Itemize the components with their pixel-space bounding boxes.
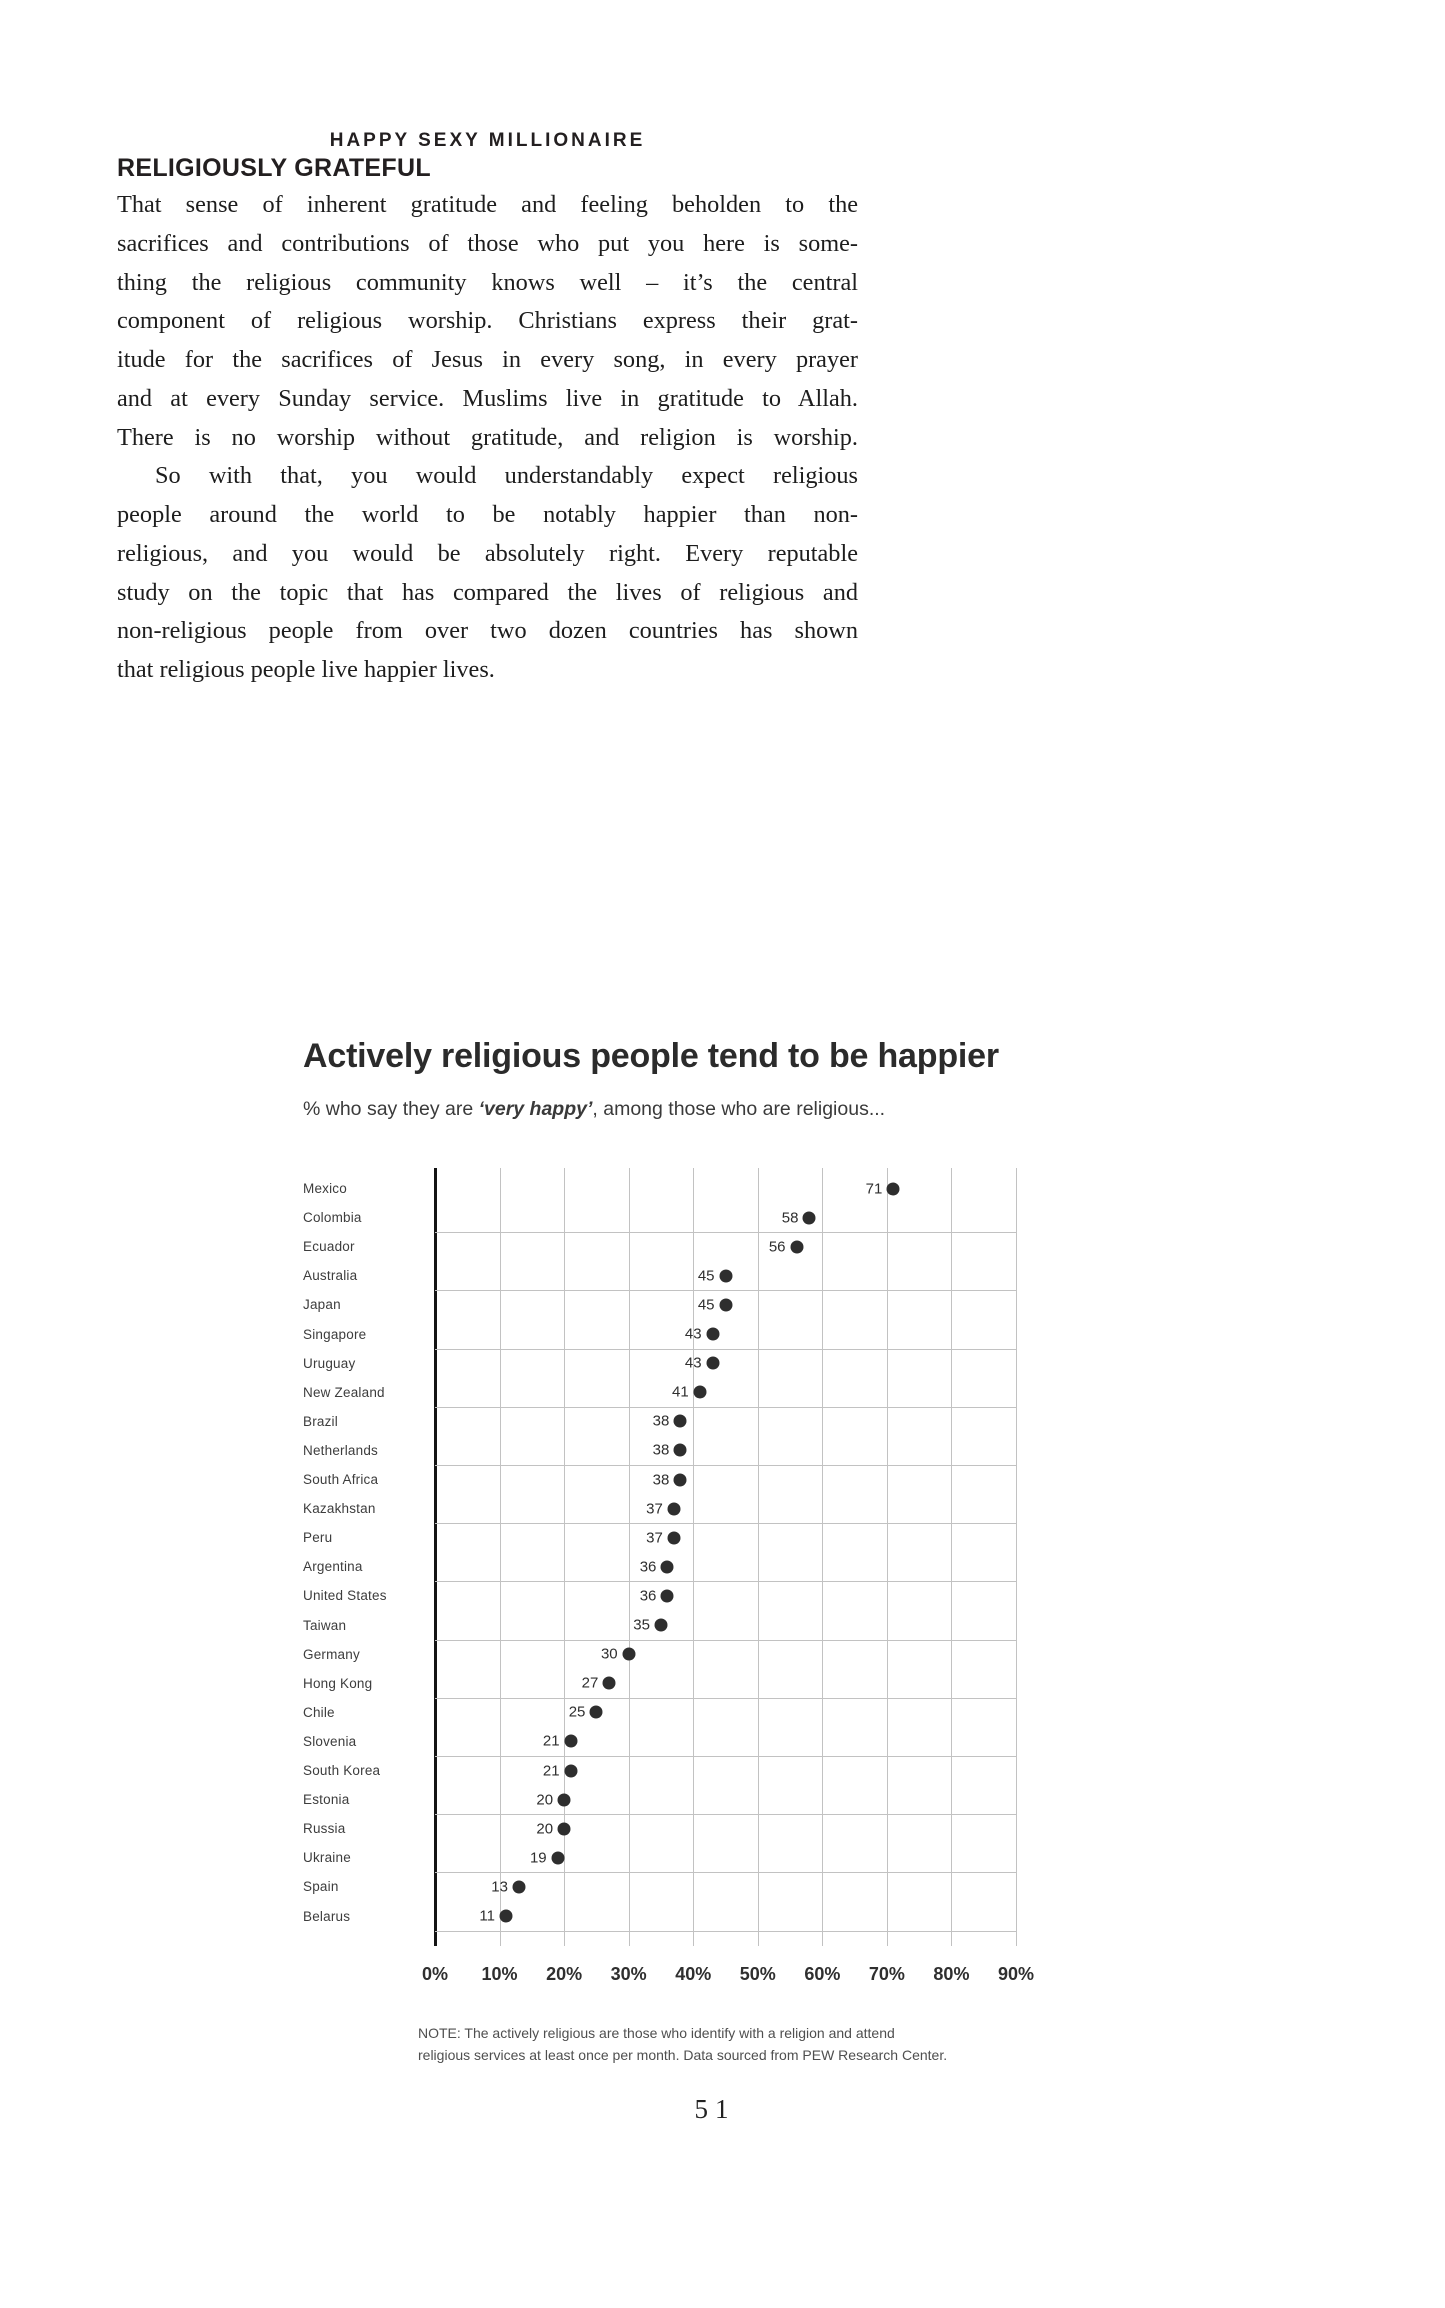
chart-subtitle-prefix: % who say they are <box>303 1098 479 1120</box>
body-line: itude for the sacrifices of Jesus in every song, in every prayer <box>117 346 858 373</box>
x-axis-tick-label: 0% <box>421 1964 449 1984</box>
data-point-dot <box>719 1298 732 1311</box>
horizontal-gridline <box>435 1290 1016 1291</box>
category-label: United States <box>303 1588 387 1604</box>
category-label: Netherlands <box>303 1442 378 1458</box>
body-line: There is no worship without gratitude, and religion is worship. <box>117 423 858 451</box>
data-point-dot <box>500 1910 513 1923</box>
body-line: sacrifices and contributions of those who put you here is some- <box>117 229 858 257</box>
data-point-dot <box>558 1793 571 1806</box>
category-label: Slovenia <box>303 1733 357 1749</box>
category-label: Ecuador <box>303 1239 355 1255</box>
body-line: component of religious worship. Christians express their grat- <box>117 307 858 335</box>
category-label: Kazakhstan <box>303 1501 376 1517</box>
data-point-dot <box>706 1328 719 1341</box>
data-point-value: 36 <box>639 1558 657 1576</box>
data-point-dot <box>661 1589 674 1602</box>
category-label: Spain <box>303 1879 339 1895</box>
chart-subtitle-emphasis: ‘very happy’ <box>478 1098 593 1120</box>
data-point-dot <box>667 1531 680 1544</box>
data-point-dot <box>719 1269 732 1282</box>
category-label: Taiwan <box>303 1617 347 1633</box>
data-point-value: 37 <box>646 1529 663 1547</box>
x-axis-tick-label: 70% <box>868 1964 905 1984</box>
chart-subtitle-suffix: , among those who are religious... <box>592 1098 886 1120</box>
chart-x-axis-labels <box>421 1964 1035 1994</box>
data-point-value: 71 <box>865 1180 883 1198</box>
data-point-value: 19 <box>529 1849 547 1867</box>
vertical-gridline <box>758 1168 759 1946</box>
vertical-gridline <box>951 1168 952 1946</box>
body-line: non-religious people from over two dozen countries has shown <box>117 617 858 645</box>
x-axis-tick-label: 50% <box>739 1964 776 1984</box>
x-axis-tick-label: 60% <box>804 1964 841 1984</box>
category-label: South Korea <box>303 1763 381 1779</box>
horizontal-gridline <box>435 1407 1016 1408</box>
vertical-gridline <box>693 1168 694 1946</box>
data-point-dot <box>558 1822 571 1835</box>
data-point-value: 13 <box>491 1878 508 1896</box>
data-point-dot <box>654 1619 667 1632</box>
chart-note-line: NOTE: The actively religious are those who identify with a religion and attend <box>418 2025 895 2041</box>
data-point-value: 25 <box>568 1703 586 1721</box>
data-point-value: 36 <box>639 1587 657 1605</box>
data-point-value: 38 <box>652 1412 670 1430</box>
chart-note <box>418 2022 1058 2066</box>
horizontal-gridline <box>435 1756 1016 1757</box>
body-text <box>117 186 858 690</box>
data-point-value: 45 <box>697 1267 715 1285</box>
category-label: New Zealand <box>303 1384 385 1400</box>
horizontal-gridline <box>435 1349 1016 1350</box>
data-point-dot <box>803 1211 816 1224</box>
running-head: HAPPY SEXY MILLIONAIRE <box>329 130 646 151</box>
category-label: Singapore <box>303 1326 367 1342</box>
data-point-value: 58 <box>781 1209 799 1227</box>
horizontal-gridline <box>435 1232 1016 1233</box>
data-point-dot <box>512 1880 525 1893</box>
y-axis-line <box>434 1168 437 1946</box>
data-point-dot <box>667 1502 680 1515</box>
category-label: Peru <box>303 1530 333 1546</box>
body-line: people around the world to be notably happier than non- <box>117 501 858 528</box>
x-axis-tick-label: 80% <box>933 1964 970 1984</box>
data-point-dot <box>622 1648 635 1661</box>
chart-subtitle <box>303 1098 885 1121</box>
data-point-dot <box>674 1444 687 1457</box>
horizontal-gridline <box>435 1931 1016 1932</box>
category-label: Colombia <box>303 1210 362 1226</box>
data-point-dot <box>674 1415 687 1428</box>
data-point-dot <box>551 1851 564 1864</box>
data-point-value: 21 <box>542 1732 560 1750</box>
data-point-dot <box>693 1386 706 1399</box>
horizontal-gridline <box>435 1814 1016 1815</box>
x-axis-tick-label: 20% <box>546 1964 583 1984</box>
category-label: Russia <box>303 1821 346 1837</box>
category-label: Ukraine <box>303 1850 351 1866</box>
data-point-value: 41 <box>671 1383 689 1401</box>
data-point-value: 56 <box>768 1238 786 1256</box>
page-number: 51 <box>694 2094 736 2124</box>
vertical-gridline <box>822 1168 823 1946</box>
data-point-value: 43 <box>684 1325 702 1343</box>
category-label: Estonia <box>303 1792 350 1808</box>
data-point-dot <box>790 1240 803 1253</box>
paragraph-2 <box>117 457 858 690</box>
category-label: Mexico <box>303 1181 347 1197</box>
category-label: Hong Kong <box>303 1675 373 1691</box>
category-label: Brazil <box>303 1413 338 1429</box>
category-label: Australia <box>303 1268 358 1284</box>
category-label: Chile <box>303 1704 335 1720</box>
category-label: Japan <box>303 1297 341 1313</box>
category-label: Uruguay <box>303 1355 356 1371</box>
vertical-gridline <box>887 1168 888 1946</box>
data-point-value: 35 <box>633 1616 650 1634</box>
data-point-value: 30 <box>600 1645 618 1663</box>
vertical-gridline <box>629 1168 630 1946</box>
category-label: Germany <box>303 1646 360 1662</box>
chart-plot-area <box>435 1168 1016 1946</box>
category-label: Argentina <box>303 1559 363 1575</box>
data-point-value: 20 <box>536 1820 554 1838</box>
body-line: that religious people live happier lives. <box>117 656 495 683</box>
data-point-value: 27 <box>581 1674 599 1692</box>
data-point-dot <box>564 1764 577 1777</box>
section-heading: RELIGIOUSLY GRATEFUL <box>117 154 431 182</box>
vertical-gridline <box>1016 1168 1017 1946</box>
data-point-dot <box>603 1677 616 1690</box>
data-point-value: 38 <box>652 1441 670 1459</box>
data-point-dot <box>706 1357 719 1370</box>
data-point-dot <box>674 1473 687 1486</box>
data-point-dot <box>887 1182 900 1195</box>
x-axis-tick-label: 30% <box>610 1964 647 1984</box>
horizontal-gridline <box>435 1872 1016 1873</box>
x-axis-tick-label: 90% <box>997 1964 1035 1984</box>
x-axis-tick-label: 10% <box>481 1964 518 1984</box>
data-point-value: 38 <box>652 1471 670 1489</box>
data-point-value: 21 <box>542 1762 560 1780</box>
body-line: That sense of inherent gratitude and feeling beholden to the <box>117 191 858 218</box>
body-line: religious, and you would be absolutely right. Every reputable <box>117 539 858 567</box>
data-point-value: 43 <box>684 1354 702 1372</box>
chart-category-labels <box>303 1168 431 1946</box>
category-label: South Africa <box>303 1472 379 1488</box>
data-point-value: 45 <box>697 1296 715 1314</box>
data-point-value: 37 <box>646 1500 663 1518</box>
chart-note-line: religious services at least once per month. Data sourced from PEW Research Center. <box>418 2047 948 2063</box>
data-point-value: 20 <box>536 1791 554 1809</box>
horizontal-gridline <box>435 1698 1016 1699</box>
category-label: Belarus <box>303 1908 351 1924</box>
body-line: and at every Sunday service. Muslims live in gratitude to Allah. <box>117 384 858 412</box>
body-line: So with that, you would understandably expect religious <box>155 462 858 490</box>
body-line: study on the topic that has compared the lives of religious and <box>117 578 858 606</box>
data-point-dot <box>661 1560 674 1573</box>
x-axis-tick-label: 40% <box>675 1964 712 1984</box>
data-point-dot <box>564 1735 577 1748</box>
body-line: thing the religious community knows well – it’s the central <box>117 268 858 296</box>
chart-title: Actively religious people tend to be happier <box>303 1037 999 1075</box>
horizontal-gridline <box>435 1465 1016 1466</box>
vertical-gridline <box>500 1168 501 1946</box>
data-point-value: 11 <box>479 1907 495 1925</box>
horizontal-gridline <box>435 1523 1016 1524</box>
horizontal-gridline <box>435 1581 1016 1582</box>
data-point-dot <box>590 1706 603 1719</box>
horizontal-gridline <box>435 1640 1016 1641</box>
paragraph-1 <box>117 186 858 457</box>
